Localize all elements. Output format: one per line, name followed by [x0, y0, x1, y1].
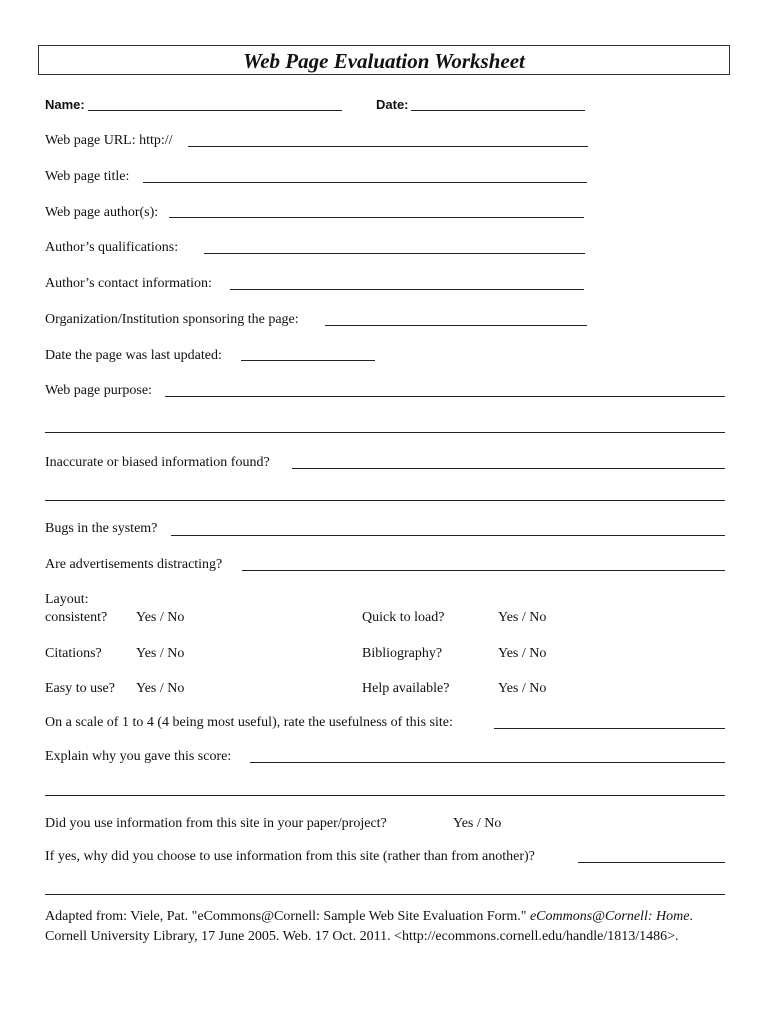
citations-label: Citations? [45, 646, 102, 661]
citations-yes-no[interactable]: Yes / No [136, 646, 185, 661]
usage-yes-no[interactable]: Yes / No [453, 816, 502, 831]
name-label: Name: [45, 97, 85, 112]
organization-field[interactable] [325, 325, 587, 326]
rating-scale-label: On a scale of 1 to 4 (4 being most useful), rate the usefulness of this site: [45, 715, 453, 730]
footer-text-1: Adapted from: Viele, Pat. "eCommons@Cornell: Sample Web Site Evaluation Form." [45, 909, 530, 924]
purpose-field[interactable] [165, 396, 725, 397]
quick-to-load-yes-no[interactable]: Yes / No [498, 610, 547, 625]
consistent-yes-no[interactable]: Yes / No [136, 610, 185, 625]
authors-field[interactable] [169, 217, 584, 218]
organization-label: Organization/Institution sponsoring the page: [45, 312, 299, 327]
ads-field[interactable] [242, 570, 725, 571]
easy-to-use-label: Easy to use? [45, 681, 115, 696]
explain-field[interactable] [250, 762, 725, 763]
bibliography-yes-no[interactable]: Yes / No [498, 646, 547, 661]
footer-italic-title: eCommons@Cornell: Home [529, 909, 690, 924]
usage-question: Did you use information from this site in your paper/project? [45, 816, 387, 831]
contact-label: Author’s contact information: [45, 276, 212, 291]
purpose-field-continued[interactable] [45, 432, 725, 433]
why-label: If yes, why did you choose to use information from this site (rather than from another)? [45, 849, 535, 864]
inaccurate-field[interactable] [292, 468, 725, 469]
inaccurate-field-continued[interactable] [45, 500, 725, 501]
footer-text-2: . Cornell University Library, 17 June 2005. Web. 17 Oct. 2011. <http://ecommons.cornell.edu/handle/1813/1486>. [45, 909, 693, 944]
consistent-label: consistent? [45, 610, 108, 625]
last-updated-label: Date the page was last updated: [45, 348, 222, 363]
rating-field[interactable] [494, 728, 725, 729]
why-field[interactable] [578, 862, 725, 863]
explain-field-continued[interactable] [45, 795, 725, 796]
easy-to-use-yes-no[interactable]: Yes / No [136, 681, 185, 696]
page-title-label: Web page title: [45, 169, 130, 184]
qualifications-field[interactable] [204, 253, 585, 254]
worksheet-title: Web Page Evaluation Worksheet [38, 45, 730, 75]
bugs-field[interactable] [171, 535, 725, 536]
authors-label: Web page author(s): [45, 205, 159, 220]
bugs-label: Bugs in the system? [45, 521, 158, 536]
ads-label: Are advertisements distracting? [45, 557, 223, 572]
layout-heading: Layout: [45, 592, 89, 607]
date-label: Date: [376, 97, 409, 112]
inaccurate-label: Inaccurate or biased information found? [45, 455, 270, 470]
quick-to-load-label: Quick to load? [362, 610, 445, 625]
date-field[interactable] [411, 110, 585, 111]
citation-footer [45, 907, 725, 947]
page-title-field[interactable] [143, 182, 587, 183]
last-updated-field[interactable] [241, 360, 375, 361]
explain-label: Explain why you gave this score: [45, 749, 232, 764]
bibliography-label: Bibliography? [362, 646, 443, 661]
name-field[interactable] [88, 110, 342, 111]
help-available-yes-no[interactable]: Yes / No [498, 681, 547, 696]
purpose-label: Web page purpose: [45, 383, 152, 398]
why-field-continued[interactable] [45, 894, 725, 895]
url-label: Web page URL: http:// [45, 133, 173, 148]
help-available-label: Help available? [362, 681, 450, 696]
qualifications-label: Author’s qualifications: [45, 240, 179, 255]
url-field[interactable] [188, 146, 588, 147]
contact-field[interactable] [230, 289, 584, 290]
